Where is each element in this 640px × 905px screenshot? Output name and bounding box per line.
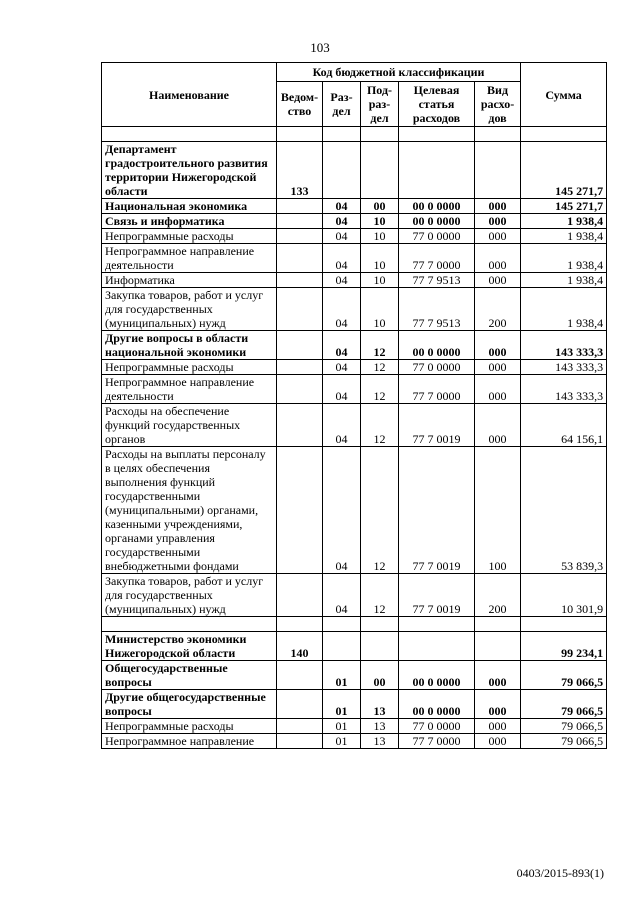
row-vid: 000 <box>475 734 521 749</box>
header-podrazdel: Под-раз-дел <box>361 82 399 127</box>
row-name: Общегосударственные вопросы <box>102 661 277 690</box>
row-celevaya: 77 7 0019 <box>399 574 475 617</box>
row-razdel: 04 <box>323 273 361 288</box>
row-podrazdel <box>361 127 399 142</box>
row-vid: 000 <box>475 244 521 273</box>
table-row <box>102 331 607 360</box>
row-podrazdel: 00 <box>361 661 399 690</box>
row-podrazdel: 00 <box>361 199 399 214</box>
row-podrazdel: 10 <box>361 244 399 273</box>
row-vedomstvo <box>277 447 323 574</box>
page-number: 103 <box>310 40 330 55</box>
row-celevaya: 77 0 0000 <box>399 229 475 244</box>
row-vid: 000 <box>475 661 521 690</box>
row-name: Непрограммное направление <box>102 734 277 749</box>
table-row <box>102 719 607 734</box>
header-vedomstvo: Ведом-ство <box>277 82 323 127</box>
table-row <box>102 288 607 331</box>
row-podrazdel: 12 <box>361 331 399 360</box>
row-vid: 000 <box>475 229 521 244</box>
row-vid: 000 <box>475 214 521 229</box>
row-celevaya: 77 7 0000 <box>399 734 475 749</box>
row-celevaya: 00 0 0000 <box>399 214 475 229</box>
row-celevaya: 00 0 0000 <box>399 661 475 690</box>
row-summa: 143 333,3 <box>521 331 607 360</box>
row-vedomstvo <box>277 199 323 214</box>
row-celevaya: 77 0 0000 <box>399 360 475 375</box>
table-row <box>102 404 607 447</box>
row-vedomstvo <box>277 127 323 142</box>
row-podrazdel: 10 <box>361 214 399 229</box>
row-name: Другие общегосударственные вопросы <box>102 690 277 719</box>
row-podrazdel <box>361 142 399 199</box>
row-summa: 99 234,1 <box>521 632 607 661</box>
row-razdel: 04 <box>323 375 361 404</box>
row-summa: 79 066,5 <box>521 719 607 734</box>
row-name <box>102 617 277 632</box>
row-podrazdel: 12 <box>361 574 399 617</box>
row-vid: 000 <box>475 199 521 214</box>
row-podrazdel: 12 <box>361 360 399 375</box>
row-podrazdel <box>361 617 399 632</box>
table-row <box>102 360 607 375</box>
row-celevaya <box>399 632 475 661</box>
table-row <box>102 199 607 214</box>
row-vedomstvo <box>277 360 323 375</box>
row-summa: 79 066,5 <box>521 690 607 719</box>
row-summa: 79 066,5 <box>521 661 607 690</box>
table-row <box>102 375 607 404</box>
row-vid: 000 <box>475 375 521 404</box>
row-podrazdel: 13 <box>361 734 399 749</box>
table-body <box>102 127 607 749</box>
table-row <box>102 661 607 690</box>
row-razdel: 04 <box>323 244 361 273</box>
row-name: Непрограммное направление деятельности <box>102 375 277 404</box>
row-razdel <box>323 617 361 632</box>
row-celevaya: 77 7 0019 <box>399 447 475 574</box>
row-name: Министерство экономики Нижегородской области <box>102 632 277 661</box>
table-row <box>102 574 607 617</box>
row-name <box>102 127 277 142</box>
row-vid: 000 <box>475 404 521 447</box>
row-name: Непрограммное направление деятельности <box>102 244 277 273</box>
row-razdel: 04 <box>323 404 361 447</box>
row-vid: 000 <box>475 719 521 734</box>
row-razdel: 04 <box>323 574 361 617</box>
row-name: Непрограммные расходы <box>102 360 277 375</box>
row-name: Национальная экономика <box>102 199 277 214</box>
row-summa: 145 271,7 <box>521 199 607 214</box>
row-summa <box>521 617 607 632</box>
row-vedomstvo <box>277 331 323 360</box>
row-celevaya <box>399 142 475 199</box>
row-vid: 100 <box>475 447 521 574</box>
row-vid: 000 <box>475 690 521 719</box>
row-podrazdel: 12 <box>361 375 399 404</box>
row-summa: 53 839,3 <box>521 447 607 574</box>
row-podrazdel: 12 <box>361 447 399 574</box>
row-vedomstvo <box>277 690 323 719</box>
row-celevaya <box>399 617 475 632</box>
row-summa: 64 156,1 <box>521 404 607 447</box>
row-summa: 1 938,4 <box>521 229 607 244</box>
row-podrazdel <box>361 632 399 661</box>
row-name: Непрограммные расходы <box>102 719 277 734</box>
row-vedomstvo <box>277 617 323 632</box>
row-summa: 1 938,4 <box>521 273 607 288</box>
table-row <box>102 244 607 273</box>
row-celevaya: 77 0 0000 <box>399 719 475 734</box>
row-celevaya: 00 0 0000 <box>399 331 475 360</box>
row-summa: 145 271,7 <box>521 142 607 199</box>
row-celevaya <box>399 127 475 142</box>
row-vedomstvo <box>277 288 323 331</box>
row-vid: 200 <box>475 574 521 617</box>
row-vedomstvo <box>277 404 323 447</box>
row-razdel: 01 <box>323 734 361 749</box>
row-celevaya: 77 7 0000 <box>399 375 475 404</box>
row-vid: 000 <box>475 360 521 375</box>
table-row <box>102 734 607 749</box>
row-celevaya: 77 7 9513 <box>399 273 475 288</box>
row-summa: 10 301,9 <box>521 574 607 617</box>
row-vid: 200 <box>475 288 521 331</box>
row-name: Закупка товаров, работ и услуг для государственных (муниципальных) нужд <box>102 288 277 331</box>
row-podrazdel: 10 <box>361 288 399 331</box>
header-celevaya: Целевая статья расходов <box>399 82 475 127</box>
row-name: Департамент градостроительного развития территории Нижегородской области <box>102 142 277 199</box>
table-row <box>102 142 607 199</box>
row-vid <box>475 127 521 142</box>
row-razdel: 04 <box>323 288 361 331</box>
row-razdel: 01 <box>323 719 361 734</box>
row-vedomstvo <box>277 229 323 244</box>
table-row <box>102 617 607 632</box>
table-row <box>102 229 607 244</box>
row-vedomstvo: 133 <box>277 142 323 199</box>
row-vid <box>475 617 521 632</box>
row-celevaya: 77 7 0000 <box>399 244 475 273</box>
row-podrazdel: 12 <box>361 404 399 447</box>
budget-table <box>101 62 607 749</box>
row-vedomstvo: 140 <box>277 632 323 661</box>
row-podrazdel: 10 <box>361 273 399 288</box>
row-razdel: 04 <box>323 331 361 360</box>
row-vedomstvo <box>277 244 323 273</box>
row-razdel <box>323 142 361 199</box>
row-summa: 1 938,4 <box>521 244 607 273</box>
row-vedomstvo <box>277 273 323 288</box>
row-podrazdel: 13 <box>361 690 399 719</box>
row-summa: 1 938,4 <box>521 214 607 229</box>
row-summa: 1 938,4 <box>521 288 607 331</box>
row-vid: 000 <box>475 273 521 288</box>
row-celevaya: 77 7 9513 <box>399 288 475 331</box>
row-razdel: 04 <box>323 447 361 574</box>
row-celevaya: 00 0 0000 <box>399 690 475 719</box>
row-vedomstvo <box>277 719 323 734</box>
row-podrazdel: 10 <box>361 229 399 244</box>
row-summa: 143 333,3 <box>521 375 607 404</box>
row-name: Расходы на обеспечение функций государственных органов <box>102 404 277 447</box>
table-row <box>102 273 607 288</box>
header-razdel: Раз-дел <box>323 82 361 127</box>
row-name: Информатика <box>102 273 277 288</box>
row-name: Другие вопросы в области национальной экономики <box>102 331 277 360</box>
row-name: Закупка товаров, работ и услуг для государственных (муниципальных) нужд <box>102 574 277 617</box>
row-name: Связь и информатика <box>102 214 277 229</box>
table-row <box>102 447 607 574</box>
row-summa <box>521 127 607 142</box>
row-vedomstvo <box>277 574 323 617</box>
row-celevaya: 77 7 0019 <box>399 404 475 447</box>
row-vedomstvo <box>277 375 323 404</box>
header-code-group: Код бюджетной классификации <box>277 63 521 82</box>
row-razdel <box>323 127 361 142</box>
row-summa: 79 066,5 <box>521 734 607 749</box>
row-name: Расходы на выплаты персоналу в целях обеспечения выполнения функций государственными (муниципальными) органами, казенными учреждениями, органами управления государственными внебюджетными фондами <box>102 447 277 574</box>
row-razdel: 01 <box>323 690 361 719</box>
row-razdel: 04 <box>323 199 361 214</box>
table-row <box>102 127 607 142</box>
row-podrazdel: 13 <box>361 719 399 734</box>
row-vedomstvo <box>277 661 323 690</box>
header-name: Наименование <box>102 63 277 127</box>
row-vid: 000 <box>475 331 521 360</box>
header-summa: Сумма <box>521 63 607 127</box>
row-razdel <box>323 632 361 661</box>
table-row <box>102 632 607 661</box>
row-razdel: 04 <box>323 229 361 244</box>
row-vedomstvo <box>277 734 323 749</box>
row-summa: 143 333,3 <box>521 360 607 375</box>
table-row <box>102 690 607 719</box>
header-vid: Вид расхо-дов <box>475 82 521 127</box>
row-razdel: 04 <box>323 360 361 375</box>
document-code: 0403/2015-893(1) <box>516 866 604 880</box>
table-row <box>102 214 607 229</box>
row-razdel: 01 <box>323 661 361 690</box>
row-celevaya: 00 0 0000 <box>399 199 475 214</box>
row-vedomstvo <box>277 214 323 229</box>
row-razdel: 04 <box>323 214 361 229</box>
row-vid <box>475 142 521 199</box>
row-vid <box>475 632 521 661</box>
row-name: Непрограммные расходы <box>102 229 277 244</box>
